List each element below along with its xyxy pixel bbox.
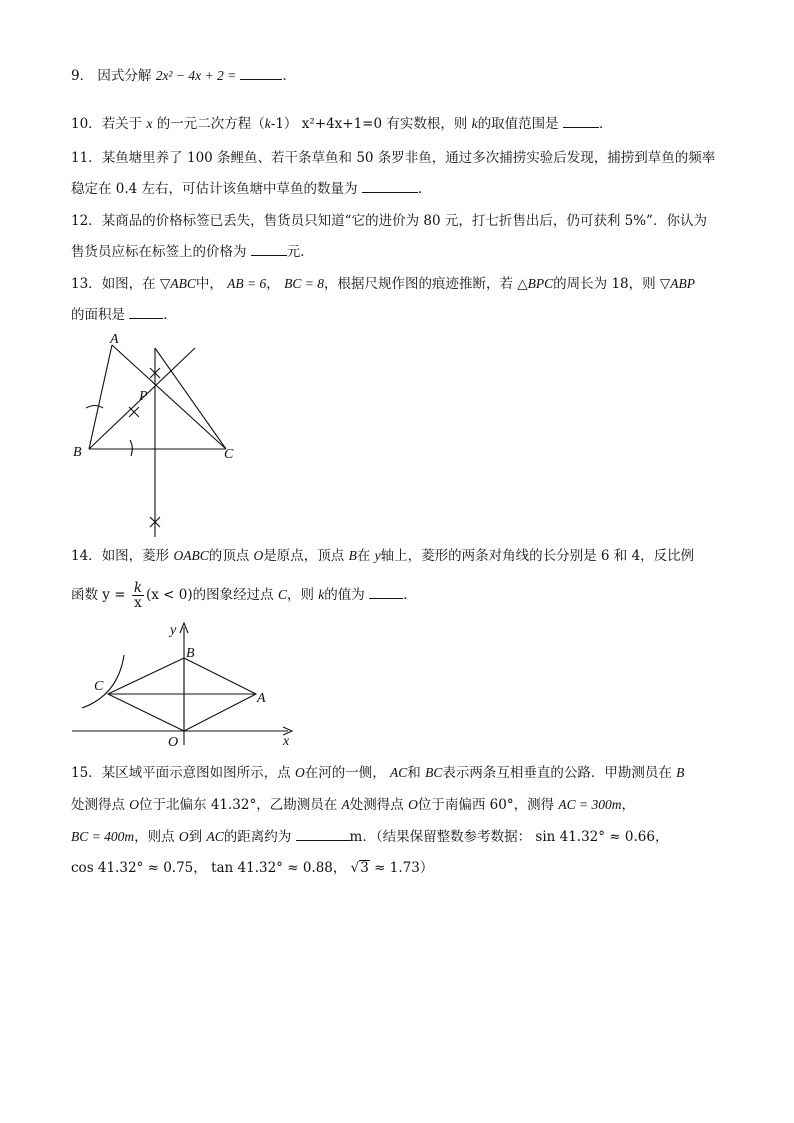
question-11: 11．某鱼塘里养了 100 条鲤鱼、若干条草鱼和 50 条罗非鱼，通过多次捕捞实验后发现，捕捞到草鱼的频率 稳定在 0.4 左右，可估计该鱼塘中草鱼的数量为 ． [71,150,716,197]
label-o: O [168,735,179,750]
sqrt-symbol: √ [350,860,360,876]
label-b: B [73,445,82,460]
label-b: B [186,646,195,661]
q11-line2: 稳定在 0.4 左右，可估计该鱼塘中草鱼的数量为 [71,181,358,197]
question-10: 10．若关于 x 的一元二次方程（k-1） x²+4x+1=0 有实数根，则 k的取值范围是 ． [71,108,721,140]
label-a: A [257,691,266,706]
q12-line2: 售货员应标在标签上的价格为 [71,244,247,260]
question-12: 12．某商品的价格标签已丢失，售货员只知道“它的进价为 80 元，打七折售出后，仍可获利 5%”．你认为 售货员应标在标签上的价格为 元． [71,213,707,260]
q9-expression: 2x² − 4x + 2 = [155,68,237,83]
q12-line1: 某商品的价格标签已丢失，售货员只知道“它的进价为 80 元，打七折售出后，仍可获利 5%”．你认为 [101,213,707,229]
question-15: 15．某区域平面示意图如图所示，点 O在河的一侧， AC和 BC表示两条互相垂直的公路．甲勘测员在 B 处测得点 O位于北偏东 41.32°，乙勘测员在 A处测得点 O位于南偏西 60°，测得 AC = 300m， BC = 400m，则点 O到 AC的距离约为 m．（结果保留整数参考数据： sin 41.32° ≈ 0.66， cos 41.32° ≈ 0.75， tan 41.32° ≈ 0.88， √3 ≈ 1.73） [71,765,685,876]
q9-text: 因式分解 [97,68,152,84]
q11-line1: 某鱼塘里养了 100 条鲤鱼、若干条草鱼和 50 条罗非鱼，通过多次捕捞实验后发现，捕捞到草鱼的频率 [101,150,716,166]
q9-number: 9． [71,68,94,84]
label-y: y [170,623,177,638]
question-14: 14．如图，菱形 OABC的顶点 O是原点，顶点 B在 y轴上，菱形的两条对角线的长分别是 6 和 4，反比例 函数 y = $\frac{k}{x}$ (x < 0)的图象经过点 C，则 k的值为 ． [71,548,695,611]
label-c: C [94,679,104,694]
question-9: 9． 因式分解 2x² − 4x + 2 = ． [71,60,721,92]
question-13: 13．如图，在 ▽ABC中， AB = 6， BC = 8，根据尺规作图的痕迹推断，若 △BPC的周长为 18，则 ▽ABP 的面积是 ． [71,276,696,323]
label-p: P [139,389,148,404]
label-a: A [110,332,119,347]
label-x: x [283,734,290,749]
q15-answer-blank[interactable] [296,826,350,841]
q14-fraction: $\frac{k}{x}$ [133,580,143,611]
label-c: C [224,447,234,462]
